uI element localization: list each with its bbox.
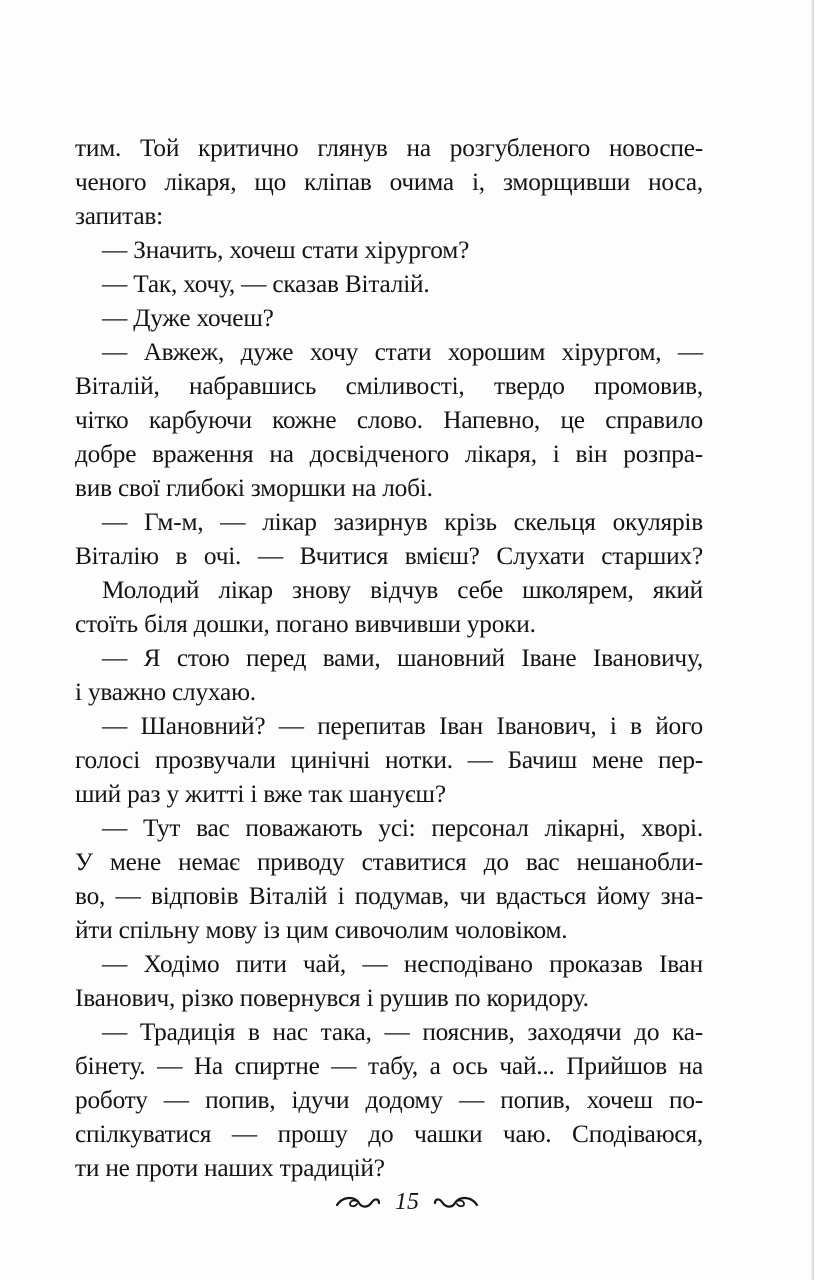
text-line: — Дуже хочеш? bbox=[102, 304, 274, 332]
text-line: роботу — попив, ідучи додому — попив, хочеш по- bbox=[75, 1086, 703, 1114]
text-line: — Я стою перед вами, шановний Іване Івановичу, bbox=[102, 644, 703, 672]
text-line: стоїть біля дошки, погано вивчивши уроки. bbox=[75, 610, 536, 638]
text-line: во, — відповів Віталій і подумав, чи вдасться йому зна- bbox=[75, 882, 703, 910]
text-line: — Традиція в нас така, — пояснив, заходячи до ка- bbox=[102, 1018, 703, 1046]
text-line: спілкуватися — прошу до чашки чаю. Сподіваюся, bbox=[75, 1120, 703, 1148]
swash-ornament-icon bbox=[335, 1192, 381, 1212]
page-number: 15 bbox=[395, 1188, 419, 1215]
text-line: — Тут вас поважають усі: персонал лікарні, хворі. bbox=[102, 814, 703, 842]
text-line: ший раз у житті і вже так шануєш? bbox=[75, 780, 446, 808]
text-line: ти не проти наших традицій? bbox=[75, 1154, 385, 1182]
text-line: — Так, хочу, — сказав Віталій. bbox=[102, 270, 430, 298]
swash-ornament-icon bbox=[433, 1192, 479, 1212]
page-footer bbox=[0, 1184, 814, 1220]
text-line: чітко карбуючи кожне слово. Напевно, це справило bbox=[75, 406, 703, 434]
text-line: вив свої глибокі зморшки на лобі. bbox=[75, 474, 433, 502]
body-text bbox=[75, 131, 703, 1185]
text-line: ченого лікаря, що кліпав очима і, зморщивши носа, bbox=[75, 168, 703, 196]
text-line: добре враження на досвідченого лікаря, і він розпра- bbox=[75, 440, 703, 468]
text-line: — Значить, хочеш стати хірургом? bbox=[102, 236, 470, 264]
text-line: — Шановний? — перепитав Іван Іванович, і в його bbox=[102, 712, 703, 740]
text-line: Віталію в очі. — Вчитися вмієш? Слухати старших? bbox=[75, 542, 703, 570]
text-line: У мене немає приводу ставитися до вас нешанобли- bbox=[75, 848, 703, 876]
text-line: Молодий лікар знову відчув себе школярем, який bbox=[102, 576, 703, 604]
text-line: тим. Той критично глянув на розгубленого новоспе- bbox=[75, 134, 703, 162]
text-line: і уважно слухаю. bbox=[75, 678, 256, 706]
text-line: Іванович, різко повернувся і рушив по коридору. bbox=[75, 984, 589, 1012]
text-line: — Ходімо пити чай, — несподівано проказав Іван bbox=[102, 950, 703, 978]
text-line: йти спільну мову із цим сивочолим чоловіком. bbox=[75, 916, 568, 944]
text-line: запитав: bbox=[75, 202, 163, 230]
text-line: бінету. — На спиртне — табу, а ось чай... Прийшов на bbox=[75, 1052, 703, 1080]
text-line: — Авжеж, дуже хочу стати хорошим хірургом, — bbox=[102, 338, 703, 366]
text-line: Віталій, набравшись сміливості, твердо промовив, bbox=[75, 372, 703, 400]
text-line: — Гм-м, — лікар зазирнув крізь скельця окулярів bbox=[102, 508, 703, 536]
text-line: голосі прозвучали цинічні нотки. — Бачиш мене пер- bbox=[75, 746, 703, 774]
